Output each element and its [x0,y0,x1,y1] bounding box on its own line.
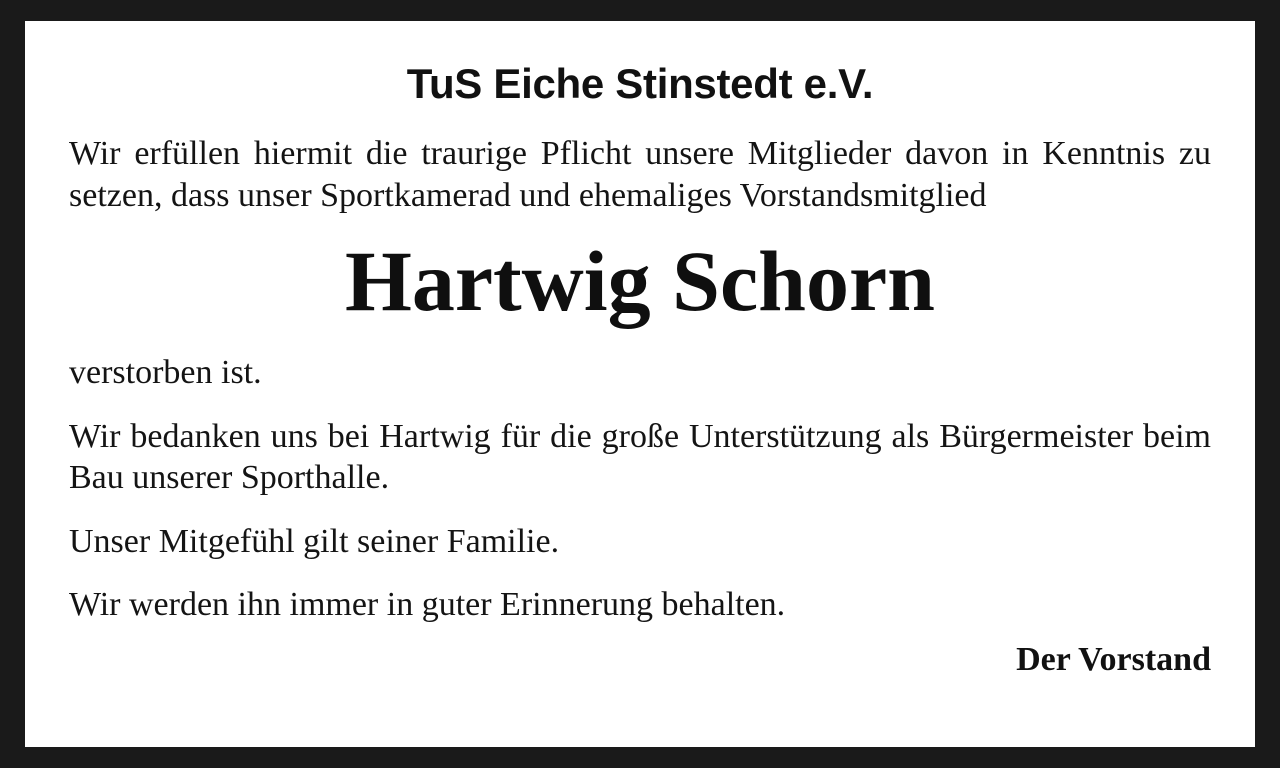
organization-title: TuS Eiche Stinstedt e.V. [406,60,874,107]
status-line: verstorben ist. [69,354,262,392]
condolence-paragraph: Unser Mitgefühl gilt seiner Familie. [69,522,560,560]
intro-paragraph: Wir erfüllen hiermit die traurige Pflicht unsere Mitglieder davon in Kenntnis zu setzen, dass unser Sportkamerad und ehemaliges Vorstandsmitglied [69,135,1211,214]
thanks-paragraph: Wir bedanken uns bei Hartwig für die große Unterstützung als Bürgermeister beim Bau unserer Sporthalle. [69,417,1211,497]
deceased-name: Hartwig Schorn [344,233,936,330]
bottom-spacer [69,681,1211,719]
signature-line: Der Vorstand [1016,640,1211,678]
remembrance-paragraph: Wir werden ihn immer in guter Erinnerung behalten. [69,586,786,624]
obituary-notice-card [22,18,1258,750]
